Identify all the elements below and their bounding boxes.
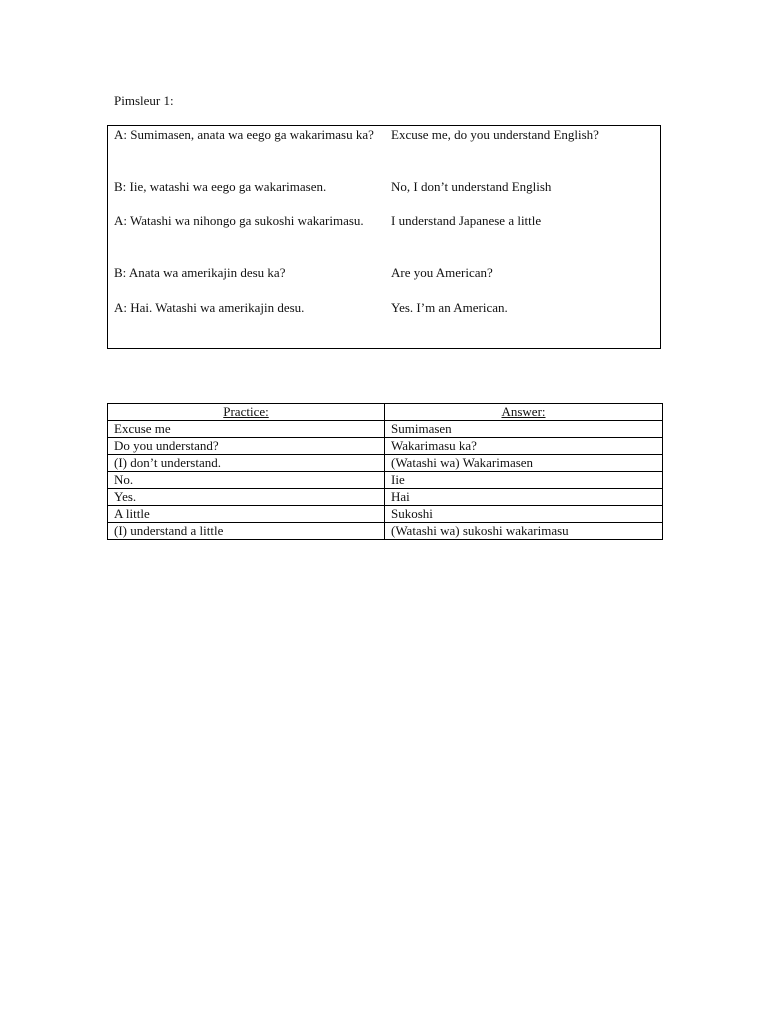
- dialogue-english: Excuse me, do you understand English?: [391, 127, 599, 142]
- dialogue-japanese: B: Anata wa amerikajin desu ka?: [114, 265, 286, 280]
- dialogue-japanese: A: Watashi wa nihongo ga sukoshi wakarimasu.: [114, 213, 364, 228]
- table-row: [108, 438, 663, 455]
- table-row: [108, 523, 663, 540]
- dialogue-box: [107, 125, 661, 349]
- practice-cell: (I) don’t understand.: [108, 455, 385, 472]
- dialogue-english: Are you American?: [391, 265, 493, 280]
- practice-cell: Yes.: [108, 489, 385, 506]
- table-row: [108, 455, 663, 472]
- practice-table: [107, 403, 663, 540]
- table-row: [108, 472, 663, 489]
- practice-cell: Excuse me: [108, 421, 385, 438]
- dialogue-japanese: B: Iie, watashi wa eego ga wakarimasen.: [114, 179, 327, 194]
- practice-cell: Do you understand?: [108, 438, 385, 455]
- answer-cell: Hai: [385, 489, 663, 506]
- table-row: [108, 489, 663, 506]
- practice-cell: (I) understand a little: [108, 523, 385, 540]
- table-row: [108, 506, 663, 523]
- practice-cell: A little: [108, 506, 385, 523]
- page-title: Pimsleur 1:: [114, 93, 174, 108]
- dialogue-english: Yes. I’m an American.: [391, 300, 508, 315]
- answer-cell: (Watashi wa) sukoshi wakarimasu: [385, 523, 663, 540]
- dialogue-english: I understand Japanese a little: [391, 213, 542, 228]
- practice-cell: No.: [108, 472, 385, 489]
- practice-header: Practice:: [108, 404, 385, 421]
- answer-cell: Wakarimasu ka?: [385, 438, 663, 455]
- dialogue-japanese: A: Sumimasen, anata wa eego ga wakarimasu ka?: [114, 127, 374, 142]
- answer-cell: Sumimasen: [385, 421, 663, 438]
- table-row: [108, 421, 663, 438]
- answer-cell: Sukoshi: [385, 506, 663, 523]
- answer-cell: (Watashi wa) Wakarimasen: [385, 455, 663, 472]
- dialogue-japanese: A: Hai. Watashi wa amerikajin desu.: [114, 300, 305, 315]
- answer-cell: Iie: [385, 472, 663, 489]
- answer-header: Answer:: [385, 404, 663, 421]
- dialogue-english: No, I don’t understand English: [391, 179, 552, 194]
- table-header-row: [108, 404, 663, 421]
